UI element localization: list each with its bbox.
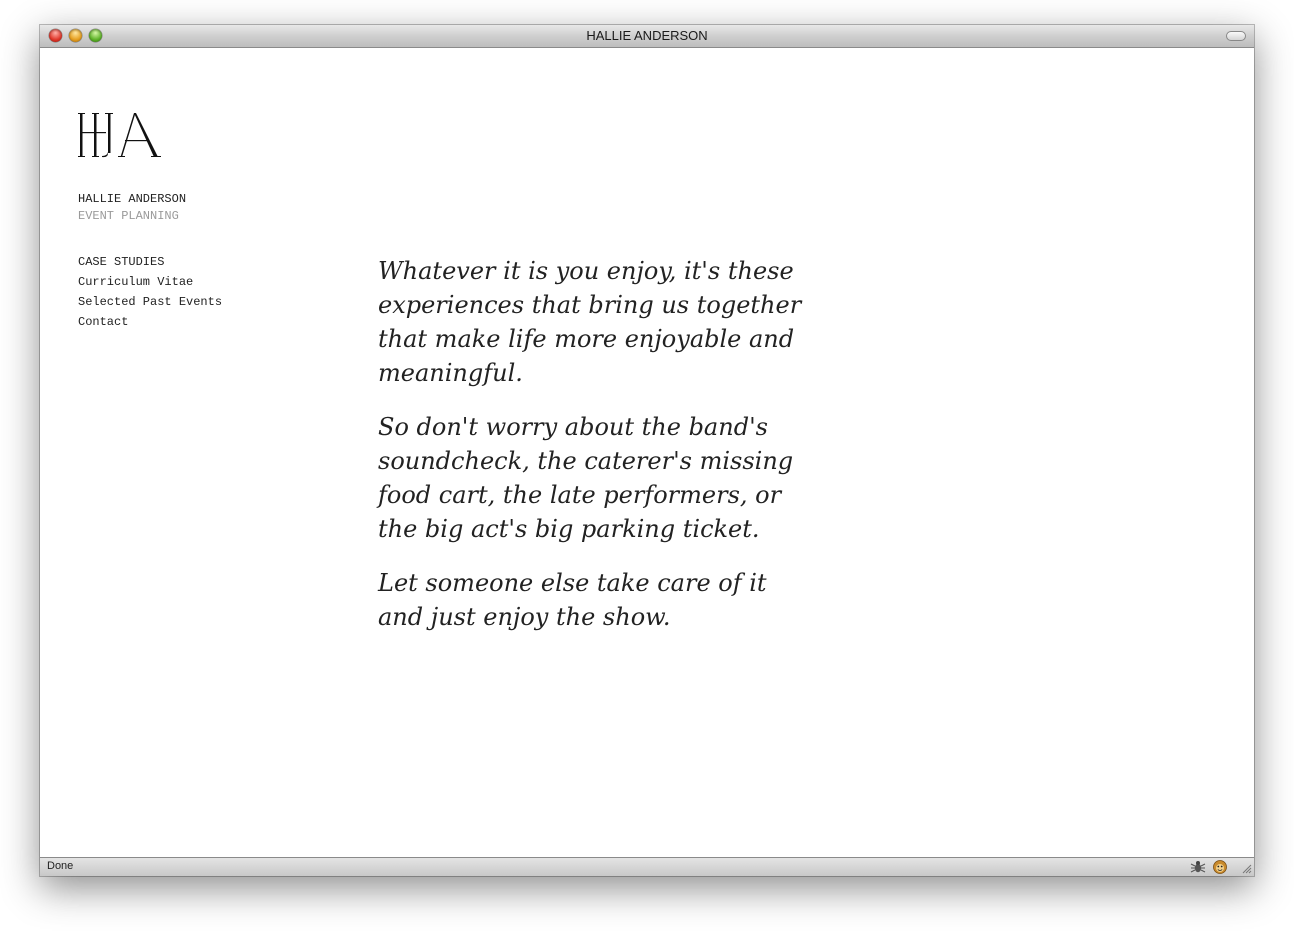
- resize-grip-icon[interactable]: [1240, 862, 1252, 874]
- logo-h-left-stem: [80, 113, 83, 157]
- window-title: HALLIE ANDERSON: [586, 28, 708, 43]
- logo-a-serif-right: [151, 156, 161, 157]
- firebug-icon[interactable]: [1190, 859, 1206, 875]
- status-icons: [1190, 859, 1228, 875]
- brand-block: [78, 191, 186, 225]
- browser-window: [40, 25, 1254, 876]
- nav-case-studies[interactable]: CASE STUDIES: [78, 255, 165, 269]
- nav-selected-past-events[interactable]: Selected Past Events: [78, 295, 223, 309]
- logo-j-hook: [102, 152, 108, 157]
- logo-a-crossbar: [125, 140, 149, 141]
- brand-tagline: EVENT PLANNING: [78, 209, 179, 223]
- main-navigation: [78, 252, 222, 332]
- greasemonkey-icon[interactable]: [1212, 859, 1228, 875]
- logo-j-stem: [108, 113, 111, 153]
- status-text: Done: [47, 860, 74, 872]
- nav-contact[interactable]: Contact: [78, 315, 129, 329]
- status-bar: [40, 857, 1254, 876]
- logo-a-right-leg: [134, 113, 158, 157]
- logo-letters: [78, 113, 161, 157]
- title-bar[interactable]: [40, 25, 1254, 48]
- logo-h-serif-bottom-left: [78, 156, 85, 157]
- ha-monogram-logo: [78, 112, 162, 158]
- intro-paragraph: Whatever it is you enjoy, it's these experiences that bring us together that make life more enjoyable and meaningful.: [378, 257, 802, 387]
- logo-h-crossbar: [80, 132, 106, 133]
- page-content: [40, 48, 1254, 858]
- logo-a-serif-left: [118, 156, 125, 157]
- intro-paragraph: So don't worry about the band's soundcheck, the caterer's missing food cart, the late performers, or the big act's big parking ticket.: [378, 413, 794, 543]
- brand-name[interactable]: HALLIE ANDERSON: [78, 192, 187, 206]
- nav-curriculum-vitae[interactable]: Curriculum Vitae: [78, 275, 194, 289]
- toolbar-toggle-button[interactable]: [1226, 31, 1246, 41]
- logo-h-right-stem: [94, 113, 97, 157]
- logo-h-serif-bottom-right: [92, 156, 99, 157]
- logo-j-serif: [105, 113, 113, 114]
- logo-h-serif-top-left: [78, 113, 85, 114]
- intro-paragraph: Let someone else take care of it and just enjoy the show.: [378, 569, 767, 631]
- intro-copy: [378, 254, 818, 654]
- logo-h-serif-top-right: [92, 113, 99, 114]
- logo-a-left-leg: [121, 113, 136, 157]
